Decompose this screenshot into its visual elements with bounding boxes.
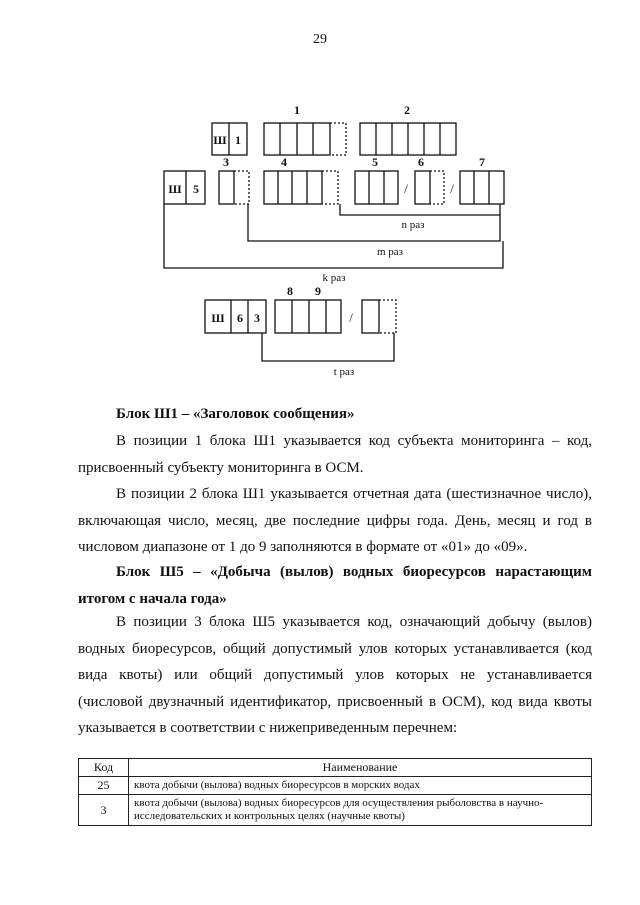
page-number: 29 [313, 32, 327, 47]
heading-block-sh1: Блок Ш1 – «Заголовок сообщения» [116, 406, 355, 422]
loop-m-bracket [248, 204, 500, 241]
loop-n-bracket [340, 204, 500, 215]
position5-cells [355, 171, 398, 204]
position7-cells [460, 171, 504, 204]
block-diagram [0, 0, 640, 400]
loop-k-label: k раз [322, 272, 346, 284]
loop-m-label: m раз [376, 246, 404, 258]
table-header-row [79, 759, 592, 777]
position-label: 6 [418, 155, 424, 169]
table-cell-code: 3 [79, 795, 129, 826]
loop-n-label: n раз [401, 219, 425, 231]
table-header-code: Код [79, 759, 129, 777]
position-label: 4 [281, 155, 287, 169]
separator-slash: / [349, 310, 353, 325]
table-cell-code: 25 [79, 777, 129, 795]
table-row [79, 795, 592, 826]
block1-num-label: 1 [235, 133, 241, 147]
block1-sh-label: Ш [213, 133, 227, 147]
position3-cells [219, 171, 249, 204]
paragraph-sh1-position1: В позиции 1 блока Ш1 указывается код субъекта мониторинга – код, присвоенный субъекту мониторинга в ОСМ. [78, 433, 592, 476]
position-label: 3 [223, 155, 229, 169]
loop-t-bracket [262, 333, 394, 361]
block6-num6-label: 6 [237, 311, 243, 325]
quota-code-table [78, 758, 592, 826]
position6-cells [415, 171, 444, 204]
table-row [79, 777, 592, 795]
position8-cells [275, 300, 341, 333]
loop-t-label: t раз [333, 366, 355, 378]
table-header-name: Наименование [129, 759, 592, 777]
block5-sh-label: Ш [168, 182, 182, 196]
separator-slash: / [450, 181, 454, 196]
paragraph-sh5-position3: В позиции 3 блока Ш5 указывается код, означающий добычу (вылов) водных биоресурсов, общий допустимый улов которых устанавливается (код вида квоты) или общий допустимый улов которых не устанавливается (числовой двузначный идентификатор, присвоенный в ОСМ), код вида квоты указывается в соответствии с нижеприведенным перечнем: [78, 614, 592, 736]
block6-num3-label: 3 [254, 311, 260, 325]
position-label: 9 [315, 284, 321, 298]
loop-k-bracket [164, 204, 503, 268]
position-label: 5 [372, 155, 378, 169]
position2-cells [360, 123, 456, 155]
block6-sh-label: Ш [211, 311, 225, 325]
paragraph-sh1-position2: В позиции 2 блока Ш1 указывается отчетная дата (шестизначное число), включающая число, месяц, две последние цифры года. День, месяц и год в числовом диапазоне от 1 до 9 заполняются в формате от «01» до «09». [78, 486, 592, 555]
position4-cells [264, 171, 338, 204]
heading-block-sh5: Блок Ш5 – «Добыча (вылов) водных биоресурсов нарастающим итогом с начала года» [78, 564, 592, 607]
position-label: 1 [294, 103, 300, 117]
position-label: 2 [404, 103, 410, 117]
position9-cells [362, 300, 396, 333]
table-cell-name: квота добычи (вылова) водных биоресурсов для осуществления рыболовства в научно-исследовательских и контрольных целях (научные квоты) [129, 795, 592, 826]
block5-num-label: 5 [193, 182, 199, 196]
position1-cells [264, 123, 346, 155]
table-cell-name: квота добычи (вылова) водных биоресурсов в морских водах [129, 777, 592, 795]
separator-slash: / [404, 181, 408, 196]
position-label: 7 [479, 155, 485, 169]
position-label: 8 [287, 284, 293, 298]
